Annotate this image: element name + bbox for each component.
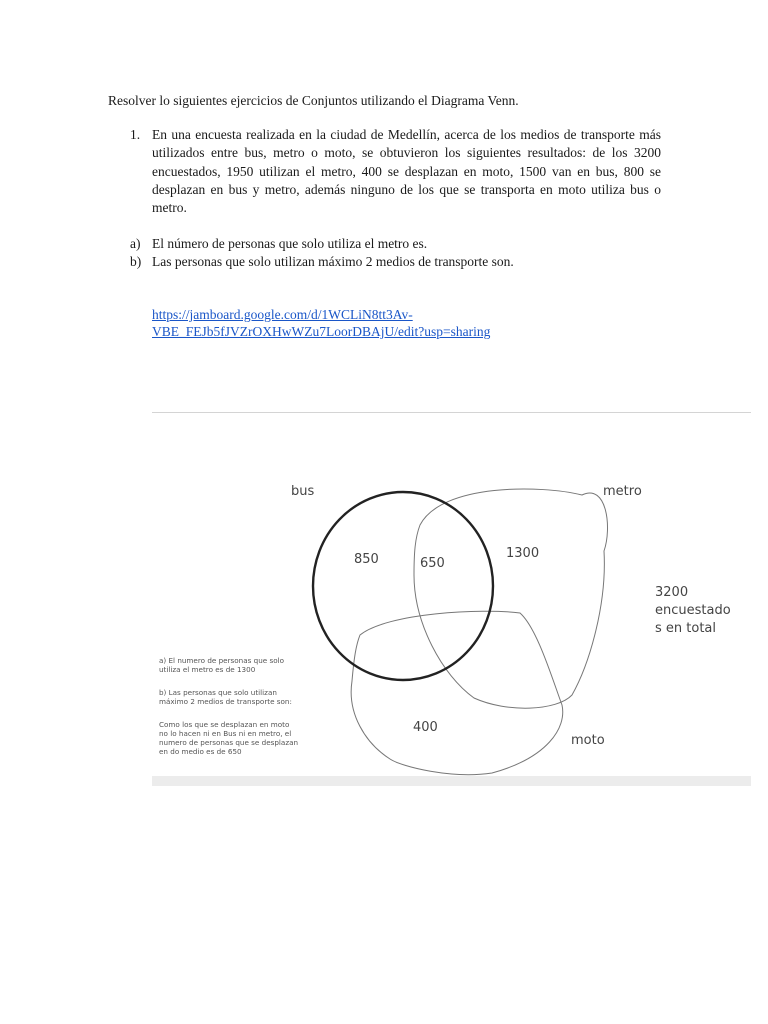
- bus-set-label: bus: [291, 484, 315, 499]
- answer-note-c-line-1: Como los que se desplazan en moto: [159, 720, 290, 729]
- moto-count: 400: [413, 720, 438, 735]
- answer-note-b-line-1: b) Las personas que solo utilizan: [159, 688, 277, 697]
- answer-note-b-line-2: máximo 2 medios de transporte son:: [159, 697, 292, 706]
- answer-note-c-line-3: numero de personas que se desplazan: [159, 738, 299, 747]
- item-b-marker: b): [130, 254, 142, 269]
- problem-number: 1.: [130, 127, 141, 142]
- total-line-3: s en total: [655, 621, 717, 636]
- answer-note-a: [159, 656, 324, 674]
- total-line-1: 3200: [655, 585, 689, 600]
- metro-set-label: metro: [603, 484, 642, 499]
- moto-set-label: moto: [571, 733, 605, 748]
- jamboard-link-line-1[interactable]: https://jamboard.google.com/d/1WCLiN8tt3Av-: [152, 307, 413, 322]
- bus-only-count: 850: [354, 552, 379, 567]
- instructions-text: Resolver lo siguientes ejercicios de Conjuntos utilizando el Diagrama Venn.: [108, 93, 519, 108]
- image-bottom-band: [152, 776, 751, 786]
- metro-only-count: 1300: [506, 546, 540, 561]
- answer-note-c-line-4: en do medio es de 650: [159, 747, 242, 756]
- metro-set-outline: [414, 489, 608, 708]
- jamboard-link-line-2[interactable]: VBE_FEJb5fJVZrOXHwWZu7LoorDBAjU/edit?usp=sharing: [152, 324, 491, 339]
- answer-note-b: [159, 688, 324, 706]
- moto-set-outline: [351, 611, 563, 774]
- jamboard-link[interactable]: [152, 306, 572, 340]
- total-line-2: encuestado: [655, 603, 731, 618]
- problem-statement: En una encuesta realizada en la ciudad de Medellín, acerca de los medios de transporte más utilizados entre bus, metro o moto, se obtuvieron los siguientes resultados: de los 3200 encuestados, 1950 utilizan el metro, 400 se desplazan en moto, 1500 van en bus, 800 se desplazan en bus y metro, además ninguno de los que se transporta en moto utiliza bus o metro.: [152, 127, 661, 216]
- answer-note-c: [159, 720, 324, 756]
- bus-set-circle: [313, 492, 493, 680]
- answer-note-a-line-1: a) El numero de personas que solo: [159, 656, 285, 665]
- answer-note-a-line-2: utiliza el metro es de 1300: [159, 665, 256, 674]
- item-a-marker: a): [130, 236, 141, 251]
- item-b-text: Las personas que solo utilizan máximo 2 medios de transporte son.: [152, 254, 514, 269]
- bus-metro-count: 650: [420, 556, 445, 571]
- answer-note-c-line-2: no lo hacen ni en Bus ni en metro, el: [159, 729, 292, 738]
- item-a-text: El número de personas que solo utiliza el metro es.: [152, 236, 428, 251]
